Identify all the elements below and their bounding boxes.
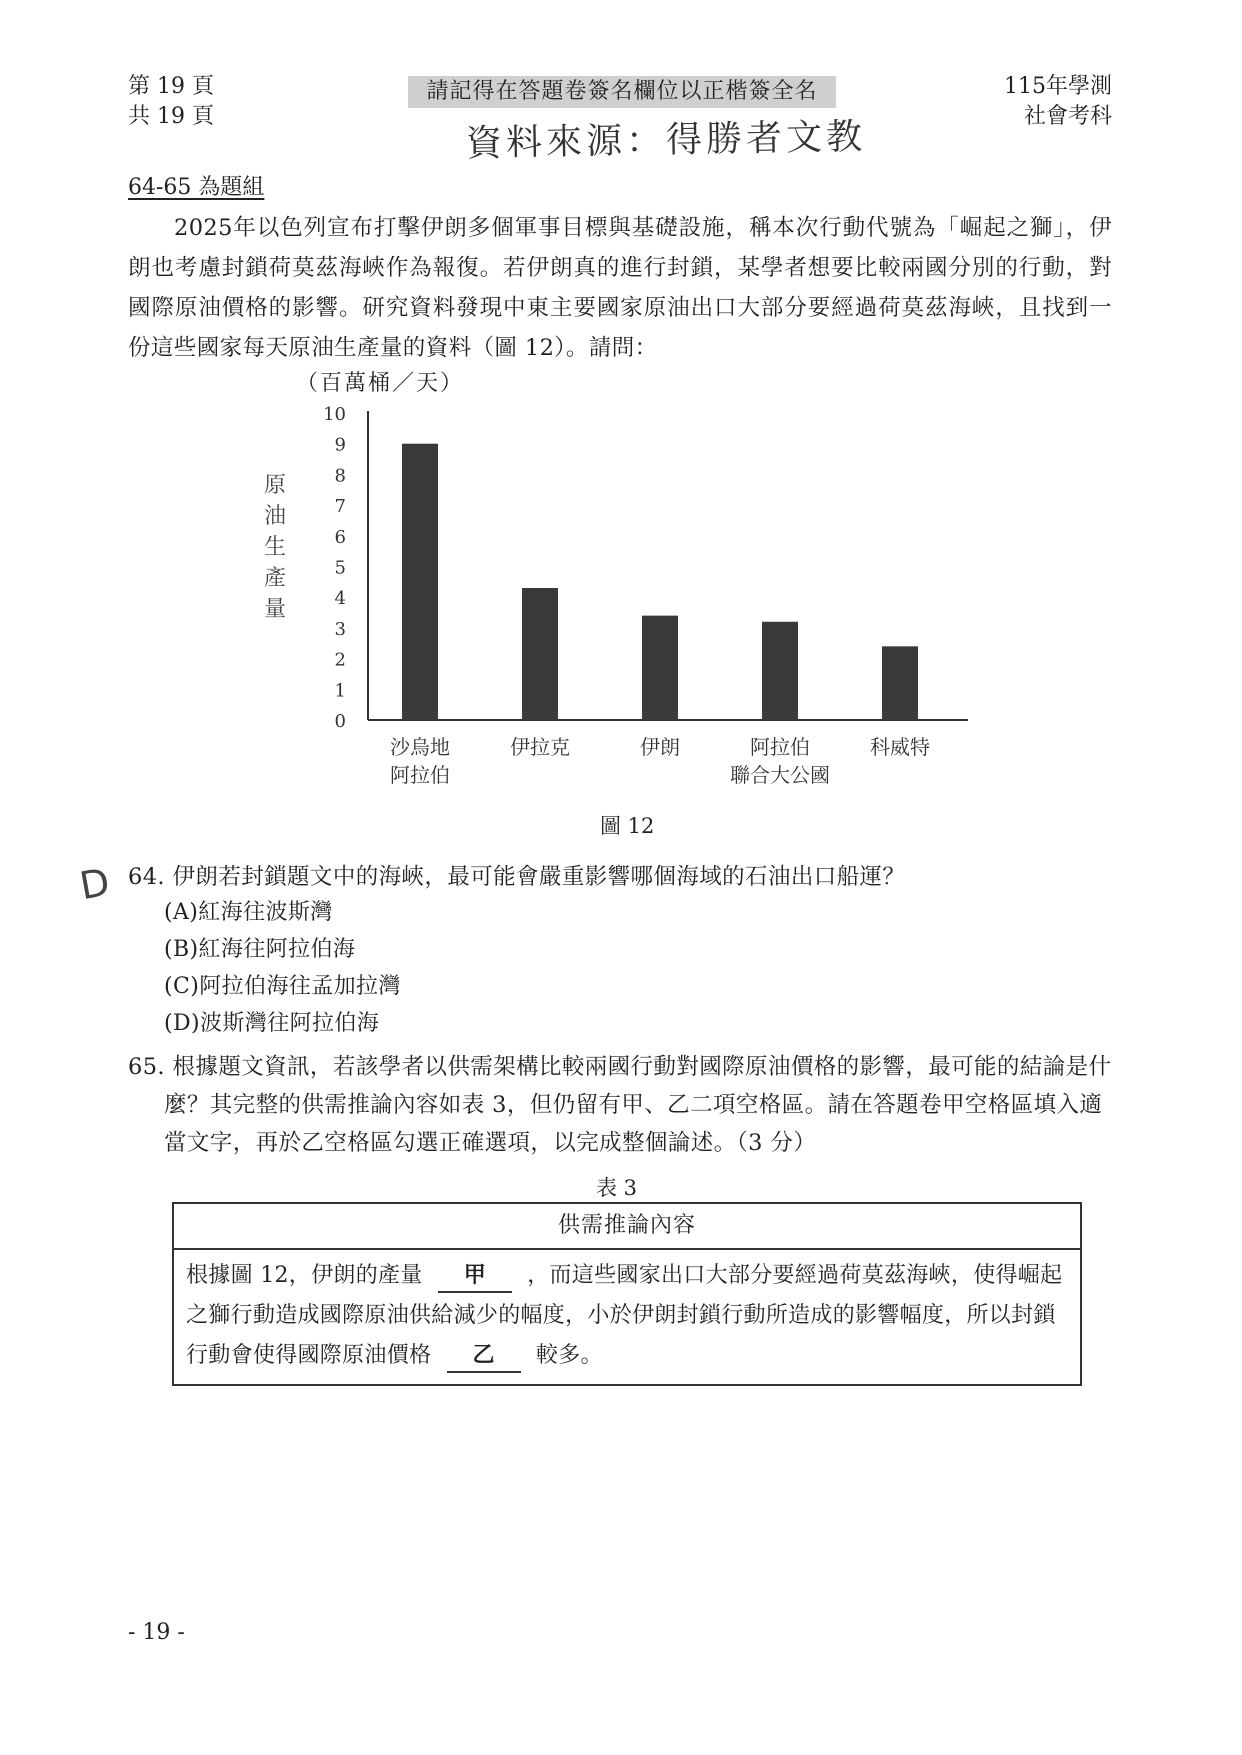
y-tick-label: 1	[334, 680, 346, 702]
exam-year: 115年學測	[1004, 74, 1112, 99]
table-caption: 表 3	[596, 1176, 638, 1200]
total-pages-label: 共 19 頁	[128, 104, 214, 129]
y-tick-label: 7	[334, 496, 346, 518]
y-axis-label-char: 生	[263, 535, 286, 560]
y-tick-label: 2	[334, 649, 346, 671]
chart-unit-label: （百萬桶／天）	[296, 371, 465, 396]
signature-notice: 請記得在答題卷簽名欄位以正楷簽全名	[408, 76, 836, 108]
y-tick-label: 4	[334, 588, 346, 610]
table-text-end: 較多。	[535, 1343, 603, 1368]
y-axis-label-char: 油	[263, 504, 286, 529]
q64-option-d: (D)波斯灣往阿拉伯海	[164, 1011, 380, 1036]
y-axis-label-char: 原	[263, 473, 286, 498]
q64-option-a: (A)紅海往波斯灣	[164, 900, 333, 925]
page-number-label: 第 19 頁	[128, 74, 214, 99]
bar	[882, 646, 918, 720]
y-tick-label: 0	[334, 711, 346, 732]
bar	[762, 622, 798, 720]
y-tick-label: 9	[334, 434, 346, 456]
question-group-title: 64-65 為題組	[128, 175, 265, 200]
x-category-label: 阿拉伯	[750, 735, 810, 759]
y-tick-label: 3	[334, 618, 346, 640]
question-64-stem: 64. 伊朗若封鎖題文中的海峽，最可能會嚴重影響哪個海域的石油出口船運？	[128, 864, 906, 890]
y-axis-label-char: 量	[263, 597, 286, 622]
x-category-label: 伊朗	[640, 735, 680, 759]
intro-paragraph: 2025年以色列宣布打擊伊朗多個軍事目標與基礎設施，稱本次行動代號為「崛起之獅」，伊朗也考慮封鎖荷莫茲海峽作為報復。若伊朗真的進行封鎖，某學者想要比較兩國分別的行動，對國際原油價格的影響。研究資料發現中東主要國家原油出口大部分要經過荷莫茲海峽，且找到一份這些國家每天原油生產量的資料（圖 12）。請問：	[128, 215, 1112, 361]
table-3	[172, 1202, 1082, 1386]
y-tick-label: 5	[334, 557, 346, 579]
bar	[642, 616, 678, 720]
question-65-text: 65. 根據題文資訊，若該學者以供需架構比較兩國行動對國際原油價格的影響，最可能的結論是什麼？其完整的供需推論內容如表 3，但仍留有甲、乙二項空格區。請在答題卷甲空格區填入適當文字，再於乙空格區勾選正確選項，以完成整個論述。（3 分）	[128, 1054, 1112, 1156]
x-category-label: 科威特	[870, 735, 930, 759]
footer-page-number: - 19 -	[128, 1620, 185, 1645]
table-body	[174, 1250, 1080, 1384]
blank-a: 甲	[438, 1261, 512, 1293]
chart-y-axis-label	[262, 470, 288, 625]
figure-caption: 圖 12	[600, 814, 655, 838]
x-category-label: 聯合大公國	[730, 763, 830, 787]
y-axis-label-char: 產	[263, 566, 286, 591]
q64-option-b: (B)紅海往阿拉伯海	[164, 937, 356, 962]
bar	[402, 444, 438, 720]
x-category-label: 伊拉克	[510, 735, 570, 759]
y-tick-label: 10	[323, 404, 346, 425]
x-category-label: 沙烏地	[390, 735, 450, 759]
q64-option-c: (C)阿拉伯海往孟加拉灣	[164, 974, 401, 999]
x-category-label: 阿拉伯	[390, 763, 450, 787]
y-tick-label: 6	[334, 526, 346, 548]
handwritten-answer-mark: D	[76, 859, 113, 909]
table-text-line1-pre: 根據圖 12，伊朗的產量	[186, 1263, 423, 1288]
handwritten-source-note: 資料來源：得勝者文教	[465, 116, 867, 165]
bar	[522, 588, 558, 720]
bar-chart	[300, 395, 980, 805]
table-text-line1-post: ，而這些國家出口大部分要經過荷莫茲海峽，使得崛起之獅行動造成國際原油供給減少的幅度，小於伊朗封鎖行動所造成的影響幅度，所以封鎖行動會使得國際原油價格	[186, 1263, 1063, 1368]
question-65-stem	[128, 1048, 1112, 1162]
table-header: 供需推論內容	[174, 1204, 1080, 1250]
blank-b: 乙	[447, 1341, 521, 1373]
y-tick-label: 8	[334, 465, 346, 487]
subject-label: 社會考科	[1023, 104, 1112, 129]
